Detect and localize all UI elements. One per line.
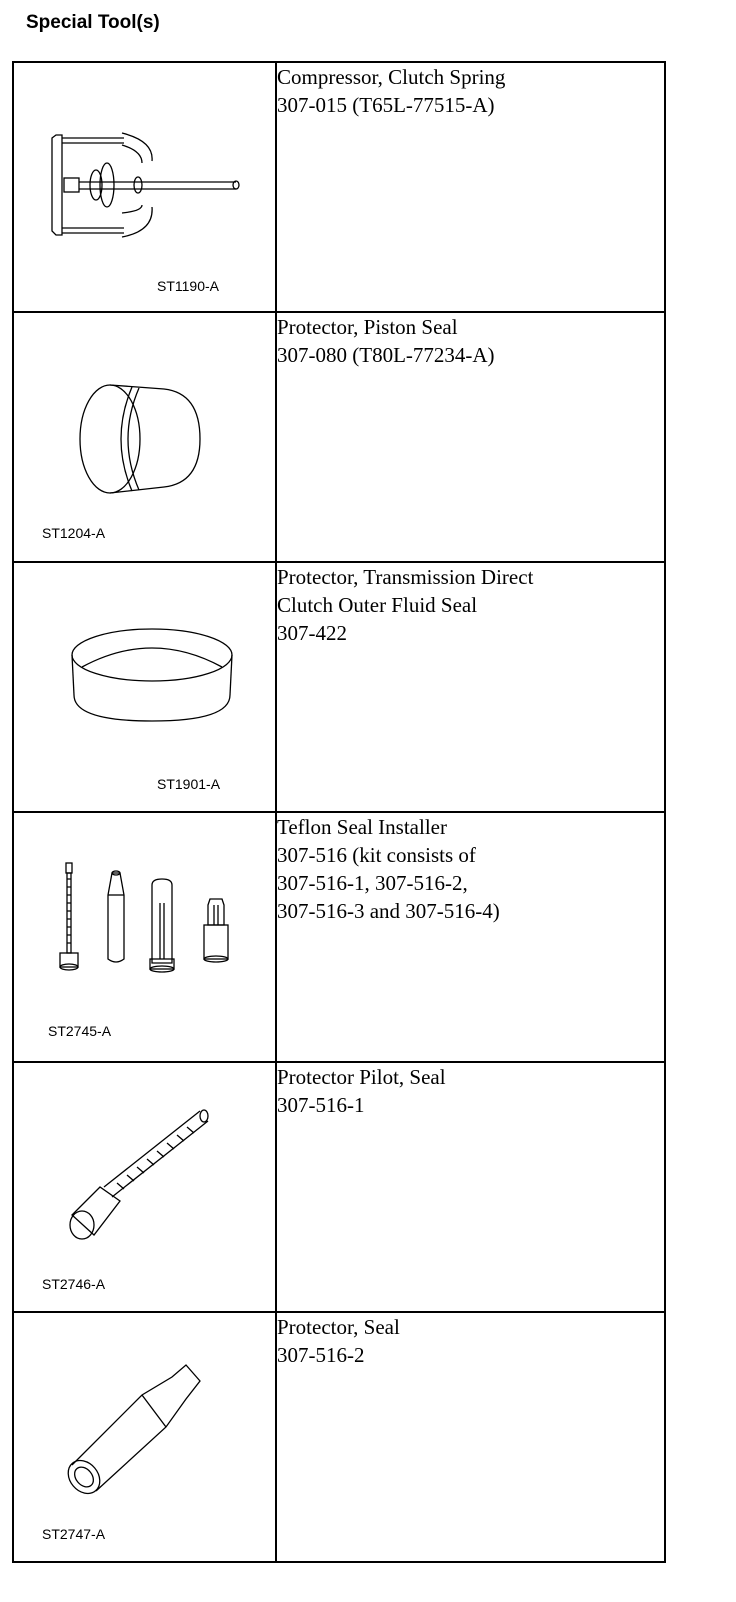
- tool-name: Compressor, Clutch Spring: [277, 65, 506, 89]
- tool-name: Protector Pilot, Seal: [277, 1065, 446, 1089]
- seal-protector-icon: [14, 1313, 275, 1561]
- tool-image-cell: [13, 812, 276, 1062]
- tool-description: [276, 1062, 665, 1312]
- tool-row: [13, 812, 665, 1062]
- tool-row: [13, 62, 665, 312]
- tool-image-code: ST2746-A: [42, 1276, 106, 1292]
- tool-row: [13, 1062, 665, 1312]
- tool-number: 307-015 (T65L-77515-A): [277, 93, 495, 117]
- clutch-spring-compressor-icon: [14, 63, 275, 311]
- tool-row: [13, 562, 665, 812]
- tool-description: [276, 812, 665, 1062]
- tool-description: [276, 1312, 665, 1562]
- tool-image-cell: [13, 1062, 276, 1312]
- tool-name: Teflon Seal Installer: [277, 815, 447, 839]
- special-tools-table: [12, 61, 666, 1563]
- tool-description: [276, 562, 665, 812]
- section-title: Special Tool(s): [26, 12, 160, 33]
- tool-image-code: ST2745-A: [48, 1023, 112, 1039]
- tool-kit-contents-continued: 307-516-3 and 307-516-4): [277, 899, 500, 923]
- tool-description: [276, 312, 665, 562]
- tool-row: [13, 312, 665, 562]
- tool-image-cell: [13, 312, 276, 562]
- piston-seal-protector-icon: [14, 313, 275, 561]
- tool-name: Protector, Seal: [277, 1315, 400, 1339]
- tool-number: 307-516 (kit consists of: [277, 843, 476, 867]
- tool-image-code: ST1190-A: [157, 278, 219, 294]
- tool-image-code: ST1204-A: [42, 525, 106, 541]
- fluid-seal-protector-icon: [14, 563, 275, 811]
- tool-image-code: ST2747-A: [42, 1526, 106, 1542]
- tool-name-continued: Clutch Outer Fluid Seal: [277, 593, 478, 617]
- tool-row: [13, 1312, 665, 1562]
- tool-kit-contents: 307-516-1, 307-516-2,: [277, 871, 468, 895]
- tool-number: 307-080 (T80L-77234-A): [277, 343, 495, 367]
- tool-number: 307-516-1: [277, 1093, 365, 1117]
- seal-protector-pilot-icon: [14, 1063, 275, 1311]
- tool-name: Protector, Transmission Direct: [277, 565, 534, 589]
- tool-name: Protector, Piston Seal: [277, 315, 458, 339]
- tool-image-code: ST1901-A: [157, 776, 221, 792]
- tool-image-cell: [13, 62, 276, 312]
- tool-number: 307-516-2: [277, 1343, 365, 1367]
- tool-number: 307-422: [277, 621, 347, 645]
- tool-description: [276, 62, 665, 312]
- tool-image-cell: [13, 562, 276, 812]
- tool-image-cell: [13, 1312, 276, 1562]
